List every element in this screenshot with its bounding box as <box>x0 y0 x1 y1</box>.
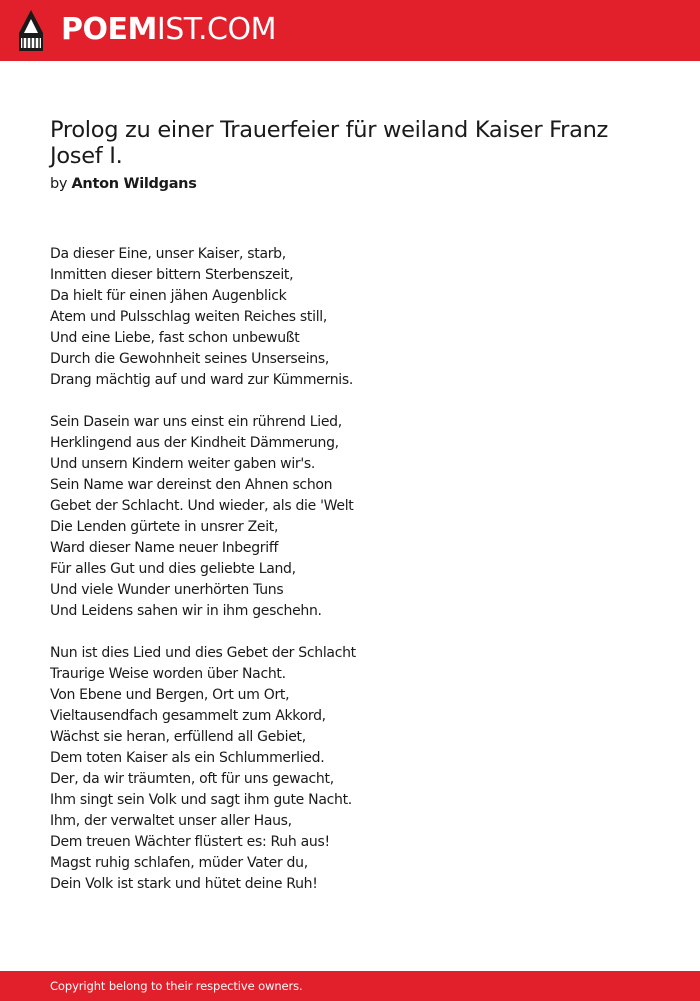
poem-line: Vieltausendfach gesammelt zum Akkord, <box>50 708 326 724</box>
poem-line: Und viele Wunder unerhörten Tuns <box>50 582 284 598</box>
poem-line: Dem toten Kaiser als ein Schlummerlied. <box>50 750 325 766</box>
poem-line: Da hielt für einen jähen Augenblick <box>50 288 287 304</box>
stanza-2 <box>50 412 650 622</box>
stanza-3 <box>50 643 650 895</box>
poem-line: Und unsern Kindern weiter gaben wir's. <box>50 456 316 472</box>
site-header <box>0 0 700 61</box>
poem-line: Ihm singt sein Volk und sagt ihm gute Nacht. <box>50 792 352 808</box>
poem-line: Sein Name war dereinst den Ahnen schon <box>50 477 333 493</box>
poem-line: Und eine Liebe, fast schon unbewußt <box>50 330 300 346</box>
poem-line: Nun ist dies Lied und dies Gebet der Schlacht <box>50 645 356 661</box>
poem-line: Dein Volk ist stark und hütet deine Ruh! <box>50 876 318 892</box>
poem-line: Und Leidens sahen wir in ihm geschehn. <box>50 603 322 619</box>
logo-light-text: IST.COM <box>156 12 276 47</box>
poem-body <box>50 244 650 916</box>
poem-byline <box>50 174 197 194</box>
poem-line: Die Lenden gürtete in unsrer Zeit, <box>50 519 279 535</box>
site-footer <box>0 971 700 1001</box>
poem-line: Für alles Gut und dies geliebte Land, <box>50 561 296 577</box>
poem-line: Atem und Pulsschlag weiten Reiches still, <box>50 309 328 325</box>
copyright-notice: Copyright belong to their respective owners. <box>50 979 303 993</box>
poem-line: Drang mächtig auf und ward zur Kümmernis. <box>50 372 354 388</box>
poem-line: Magst ruhig schlafen, müder Vater du, <box>50 855 308 871</box>
poem-line: Inmitten dieser bittern Sterbenszeit, <box>50 267 294 283</box>
by-label: by <box>50 176 68 192</box>
poem-line: Dem treuen Wächter flüstert es: Ruh aus! <box>50 834 330 850</box>
poem-line: Der, da wir träumten, oft für uns gewacht, <box>50 771 334 787</box>
stanza-1 <box>50 244 650 391</box>
poem-line: Herklingend aus der Kindheit Dämmerung, <box>50 435 339 451</box>
poem-line: Ward dieser Name neuer Inbegriff <box>50 540 279 556</box>
poem-line: Traurige Weise worden über Nacht. <box>50 666 286 682</box>
poem-line: Wächst sie heran, erfüllend all Gebiet, <box>50 729 306 745</box>
site-logo[interactable] <box>61 12 276 48</box>
poem-line: Von Ebene und Bergen, Ort um Ort, <box>50 687 290 703</box>
poem-line: Sein Dasein war uns einst ein rührend Lied, <box>50 414 342 430</box>
poem-title: Prolog zu einer Trauerfeier für weiland Kaiser Franz Josef I. <box>50 117 609 169</box>
poem-line: Gebet der Schlacht. Und wieder, als die 'Welt <box>50 498 354 514</box>
pencil-icon[interactable] <box>19 10 43 51</box>
poem-line: Da dieser Eine, unser Kaiser, starb, <box>50 246 286 262</box>
author-name: Anton Wildgans <box>71 176 197 192</box>
logo-bold-text: POEM <box>61 12 157 47</box>
poem-line: Ihm, der verwaltet unser aller Haus, <box>50 813 292 829</box>
poem-line: Durch die Gewohnheit seines Unserseins, <box>50 351 330 367</box>
